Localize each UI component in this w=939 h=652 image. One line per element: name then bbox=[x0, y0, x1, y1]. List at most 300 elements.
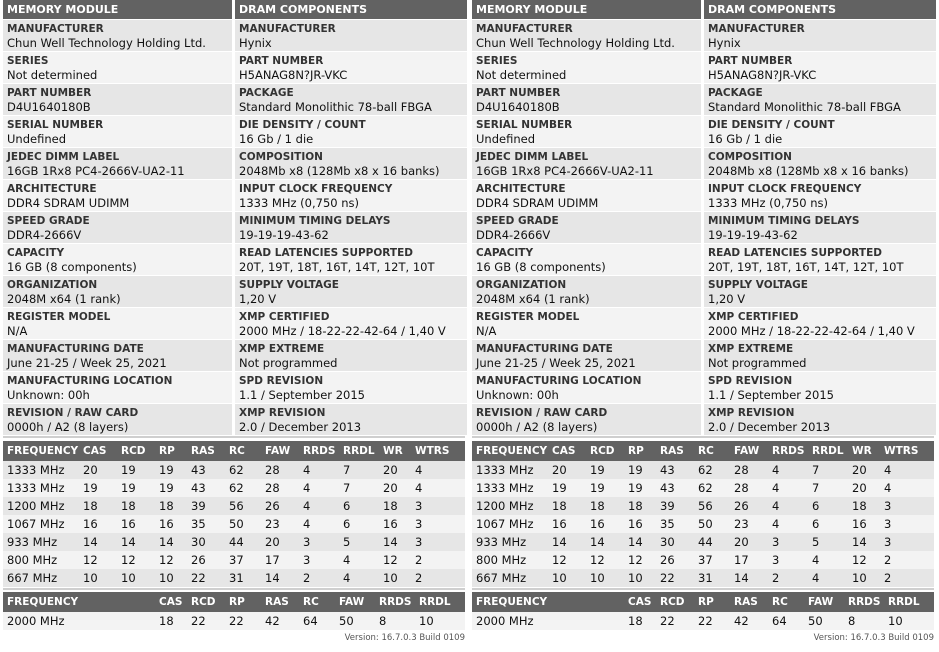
table-cell: 4 bbox=[768, 479, 808, 497]
dram-field-row bbox=[704, 20, 936, 52]
xmp-table-header-row bbox=[3, 592, 465, 612]
module-field-row bbox=[472, 180, 701, 212]
table-cell: 14 bbox=[848, 533, 880, 551]
table-cell bbox=[548, 612, 624, 630]
dram-components-header: DRAM COMPONENTS bbox=[704, 0, 936, 20]
table-cell: 56 bbox=[225, 497, 261, 515]
module-field-value: 16 GB (8 components) bbox=[476, 260, 606, 274]
table-cell: 2 bbox=[880, 551, 934, 569]
module-field-label: JEDEC DIMM LABEL bbox=[476, 151, 589, 163]
dram-field-label: READ LATENCIES SUPPORTED bbox=[239, 247, 413, 259]
module-field-label: PART NUMBER bbox=[476, 87, 561, 99]
module-field-value: DDR4-2666V bbox=[476, 228, 551, 242]
column-header: FREQUENCY bbox=[3, 592, 79, 612]
table-cell: 39 bbox=[187, 497, 225, 515]
dram-field-value: 19-19-19-43-62 bbox=[239, 228, 329, 242]
table-cell: 16 bbox=[586, 515, 624, 533]
table-row bbox=[472, 461, 934, 479]
table-cell: 3 bbox=[299, 533, 339, 551]
frequency-table-body bbox=[3, 461, 465, 587]
module-field-value: Chun Well Technology Holding Ltd. bbox=[7, 36, 206, 50]
table-cell: 14 bbox=[117, 533, 155, 551]
dram-field-value: H5ANAG8N?JR-VKC bbox=[708, 68, 817, 82]
dram-field-label: XMP CERTIFIED bbox=[708, 311, 799, 323]
frequency-timings-table bbox=[472, 441, 934, 587]
table-cell: 20 bbox=[379, 461, 411, 479]
table-cell: 1333 MHz bbox=[472, 461, 548, 479]
table-cell: 4 bbox=[299, 479, 339, 497]
section-divider bbox=[3, 436, 465, 438]
table-cell: 19 bbox=[624, 479, 656, 497]
dram-field-value: 2.0 / December 2013 bbox=[708, 420, 831, 434]
module-field-value: 0000h / A2 (8 layers) bbox=[7, 420, 129, 434]
table-cell: 26 bbox=[656, 551, 694, 569]
dram-field-label: PART NUMBER bbox=[708, 55, 793, 67]
table-cell: 6 bbox=[808, 515, 848, 533]
table-cell: 30 bbox=[187, 533, 225, 551]
frequency-table-header-row bbox=[3, 441, 465, 461]
table-cell: 62 bbox=[225, 461, 261, 479]
column-header: CAS bbox=[624, 592, 656, 612]
module-field-row bbox=[472, 340, 701, 372]
dram-field-label: XMP EXTREME bbox=[239, 343, 325, 355]
dram-field-label: PACKAGE bbox=[239, 87, 294, 99]
table-cell: 19 bbox=[155, 479, 187, 497]
table-cell: 4 bbox=[768, 461, 808, 479]
section-divider bbox=[472, 436, 934, 438]
dram-field-row bbox=[235, 372, 467, 404]
column-header bbox=[548, 592, 624, 612]
table-cell: 4 bbox=[808, 569, 848, 587]
table-cell: 37 bbox=[694, 551, 730, 569]
table-cell: 7 bbox=[808, 479, 848, 497]
column-header: RC bbox=[694, 441, 730, 461]
table-cell: 17 bbox=[730, 551, 768, 569]
table-cell: 16 bbox=[117, 515, 155, 533]
table-cell: 2 bbox=[299, 569, 339, 587]
module-field-label: MANUFACTURING DATE bbox=[7, 343, 144, 355]
table-cell: 50 bbox=[335, 612, 375, 630]
dram-field-label: DIE DENSITY / COUNT bbox=[239, 119, 366, 131]
dram-field-label: MINIMUM TIMING DELAYS bbox=[239, 215, 391, 227]
module-field-label: MANUFACTURING DATE bbox=[476, 343, 613, 355]
module-field-value: N/A bbox=[7, 324, 28, 338]
module-field-value: Unknown: 00h bbox=[476, 388, 559, 402]
dram-field-row bbox=[704, 276, 936, 308]
table-cell: 3 bbox=[880, 497, 934, 515]
table-cell: 4 bbox=[768, 515, 808, 533]
column-header: FREQUENCY bbox=[3, 441, 79, 461]
column-header: RC bbox=[225, 441, 261, 461]
dram-field-label: SPD REVISION bbox=[239, 375, 324, 387]
spd-panel-1 bbox=[0, 0, 467, 652]
table-cell: 19 bbox=[586, 461, 624, 479]
module-field-value: 2048M x64 (1 rank) bbox=[476, 292, 590, 306]
table-cell: 6 bbox=[339, 497, 379, 515]
table-row bbox=[3, 497, 465, 515]
table-cell: 1067 MHz bbox=[3, 515, 79, 533]
dram-field-label: DIE DENSITY / COUNT bbox=[708, 119, 835, 131]
table-cell: 20 bbox=[79, 461, 117, 479]
table-cell: 2 bbox=[411, 551, 465, 569]
column-header: RP bbox=[624, 441, 656, 461]
module-field-row bbox=[3, 84, 232, 116]
table-cell: 12 bbox=[155, 551, 187, 569]
column-header: FAW bbox=[804, 592, 844, 612]
table-cell: 800 MHz bbox=[472, 551, 548, 569]
module-field-row bbox=[472, 148, 701, 180]
table-cell: 8 bbox=[375, 612, 415, 630]
table-cell: 933 MHz bbox=[472, 533, 548, 551]
table-cell: 14 bbox=[586, 533, 624, 551]
dram-field-value: 1,20 V bbox=[708, 292, 746, 306]
table-cell: 4 bbox=[299, 461, 339, 479]
table-cell: 19 bbox=[79, 479, 117, 497]
table-cell: 37 bbox=[225, 551, 261, 569]
dram-field-row bbox=[235, 52, 467, 84]
table-cell: 16 bbox=[155, 515, 187, 533]
table-row bbox=[472, 569, 934, 587]
frequency-table-body bbox=[472, 461, 934, 587]
column-header: RAS bbox=[261, 592, 299, 612]
table-cell: 22 bbox=[656, 612, 694, 630]
column-header: RRDL bbox=[415, 592, 465, 612]
dram-field-value: 2048Mb x8 (128Mb x8 x 16 banks) bbox=[239, 164, 440, 178]
column-header: RAS bbox=[730, 592, 768, 612]
module-field-label: ARCHITECTURE bbox=[476, 183, 566, 195]
table-cell: 10 bbox=[379, 569, 411, 587]
table-cell: 3 bbox=[411, 497, 465, 515]
module-field-value: June 21-25 / Week 25, 2021 bbox=[7, 356, 167, 370]
module-field-row bbox=[3, 180, 232, 212]
table-cell: 10 bbox=[79, 569, 117, 587]
table-cell: 3 bbox=[880, 515, 934, 533]
dram-field-row bbox=[704, 180, 936, 212]
table-row bbox=[3, 569, 465, 587]
dram-field-label: COMPOSITION bbox=[708, 151, 792, 163]
table-cell: 14 bbox=[155, 533, 187, 551]
table-cell: 7 bbox=[339, 461, 379, 479]
dram-field-label: PART NUMBER bbox=[239, 55, 324, 67]
table-cell: 62 bbox=[225, 479, 261, 497]
table-cell: 19 bbox=[117, 479, 155, 497]
table-cell: 50 bbox=[694, 515, 730, 533]
column-header: FAW bbox=[261, 441, 299, 461]
table-cell: 26 bbox=[261, 497, 299, 515]
table-cell: 2 bbox=[880, 569, 934, 587]
dram-field-value: Not programmed bbox=[708, 356, 807, 370]
table-cell: 1333 MHz bbox=[3, 461, 79, 479]
table-cell: 1333 MHz bbox=[3, 479, 79, 497]
module-field-row bbox=[472, 116, 701, 148]
module-field-label: REVISION / RAW CARD bbox=[476, 407, 608, 419]
module-field-label: SERIAL NUMBER bbox=[476, 119, 573, 131]
table-cell: 12 bbox=[586, 551, 624, 569]
module-field-row bbox=[3, 276, 232, 308]
table-cell: 4 bbox=[299, 515, 339, 533]
module-field-label: MANUFACTURING LOCATION bbox=[476, 375, 642, 387]
table-cell: 4 bbox=[339, 551, 379, 569]
table-cell: 18 bbox=[379, 497, 411, 515]
table-cell: 20 bbox=[261, 533, 299, 551]
table-cell: 18 bbox=[548, 497, 586, 515]
module-field-label: REVISION / RAW CARD bbox=[7, 407, 139, 419]
dram-components-rows bbox=[235, 20, 467, 436]
memory-module-rows bbox=[3, 20, 232, 436]
table-cell: 12 bbox=[548, 551, 586, 569]
dram-field-label: MANUFACTURER bbox=[239, 23, 336, 35]
dram-field-value: 1333 MHz (0,750 ns) bbox=[239, 196, 360, 210]
dram-field-row bbox=[235, 308, 467, 340]
table-cell: 14 bbox=[79, 533, 117, 551]
dram-field-row bbox=[235, 244, 467, 276]
column-header: WTRS bbox=[880, 441, 934, 461]
column-header: RRDL bbox=[808, 441, 848, 461]
column-header: RRDS bbox=[299, 441, 339, 461]
module-field-value: June 21-25 / Week 25, 2021 bbox=[476, 356, 636, 370]
table-cell: 10 bbox=[117, 569, 155, 587]
dram-field-label: SUPPLY VOLTAGE bbox=[239, 279, 339, 291]
table-cell: 18 bbox=[848, 497, 880, 515]
column-header: CAS bbox=[79, 441, 117, 461]
module-field-value: Chun Well Technology Holding Ltd. bbox=[476, 36, 675, 50]
module-field-row bbox=[3, 116, 232, 148]
module-field-label: ARCHITECTURE bbox=[7, 183, 97, 195]
dram-field-value: 2000 MHz / 18-22-22-42-64 / 1,40 V bbox=[708, 324, 915, 338]
table-cell: 30 bbox=[656, 533, 694, 551]
table-row bbox=[472, 612, 934, 630]
dram-field-value: H5ANAG8N?JR-VKC bbox=[239, 68, 348, 82]
table-cell: 35 bbox=[187, 515, 225, 533]
table-cell: 10 bbox=[586, 569, 624, 587]
column-header: RCD bbox=[656, 592, 694, 612]
table-cell: 22 bbox=[187, 569, 225, 587]
module-field-value: DDR4 SDRAM UDIMM bbox=[476, 196, 599, 210]
table-cell: 7 bbox=[339, 479, 379, 497]
table-cell: 18 bbox=[79, 497, 117, 515]
module-field-value: DDR4-2666V bbox=[7, 228, 82, 242]
column-header: WTRS bbox=[411, 441, 465, 461]
table-cell: 3 bbox=[768, 533, 808, 551]
table-cell: 31 bbox=[225, 569, 261, 587]
memory-module-header: MEMORY MODULE bbox=[472, 0, 701, 20]
section-divider bbox=[472, 588, 934, 590]
table-row bbox=[3, 551, 465, 569]
table-cell: 20 bbox=[548, 461, 586, 479]
module-field-row bbox=[472, 52, 701, 84]
module-field-label: SPEED GRADE bbox=[476, 215, 559, 227]
column-header: FAW bbox=[730, 441, 768, 461]
table-cell: 42 bbox=[730, 612, 768, 630]
version-label: Version: 16.7.0.3 Build 0109 bbox=[813, 633, 934, 643]
table-cell: 4 bbox=[808, 551, 848, 569]
table-row bbox=[3, 612, 465, 630]
dram-field-label: SPD REVISION bbox=[708, 375, 793, 387]
dram-field-label: PACKAGE bbox=[708, 87, 763, 99]
table-cell: 667 MHz bbox=[3, 569, 79, 587]
table-cell: 2000 MHz bbox=[3, 612, 79, 630]
table-row bbox=[472, 551, 934, 569]
module-field-row bbox=[472, 212, 701, 244]
module-field-row bbox=[472, 404, 701, 436]
table-cell: 10 bbox=[548, 569, 586, 587]
module-field-row bbox=[3, 372, 232, 404]
table-cell: 16 bbox=[79, 515, 117, 533]
module-field-value: 16GB 1Rx8 PC4-2666V-UA2-11 bbox=[7, 164, 185, 178]
table-cell: 64 bbox=[768, 612, 804, 630]
dram-field-value: 2048Mb x8 (128Mb x8 x 16 banks) bbox=[708, 164, 909, 178]
dram-field-label: COMPOSITION bbox=[239, 151, 323, 163]
table-cell: 20 bbox=[379, 479, 411, 497]
table-cell: 17 bbox=[261, 551, 299, 569]
module-field-row bbox=[472, 84, 701, 116]
dram-field-label: MANUFACTURER bbox=[708, 23, 805, 35]
table-cell: 4 bbox=[339, 569, 379, 587]
dram-field-row bbox=[235, 148, 467, 180]
dram-field-value: 16 Gb / 1 die bbox=[708, 132, 783, 146]
table-cell: 18 bbox=[624, 612, 656, 630]
module-field-label: CAPACITY bbox=[7, 247, 65, 259]
table-cell: 28 bbox=[261, 461, 299, 479]
table-cell: 6 bbox=[339, 515, 379, 533]
table-row bbox=[472, 497, 934, 515]
table-row bbox=[3, 461, 465, 479]
table-cell: 12 bbox=[79, 551, 117, 569]
dram-field-value: 20T, 19T, 18T, 16T, 14T, 12T, 10T bbox=[239, 260, 435, 274]
table-cell: 10 bbox=[848, 569, 880, 587]
dram-field-label: MINIMUM TIMING DELAYS bbox=[708, 215, 860, 227]
column-header bbox=[79, 592, 155, 612]
column-header: RCD bbox=[586, 441, 624, 461]
dram-field-row bbox=[235, 404, 467, 436]
module-field-row bbox=[3, 244, 232, 276]
table-cell: 8 bbox=[844, 612, 884, 630]
dram-field-row bbox=[704, 116, 936, 148]
table-cell: 2 bbox=[768, 569, 808, 587]
table-cell: 3 bbox=[411, 533, 465, 551]
dram-field-value: Not programmed bbox=[239, 356, 338, 370]
dram-field-row bbox=[704, 52, 936, 84]
module-field-value: 2048M x64 (1 rank) bbox=[7, 292, 121, 306]
dram-field-label: SUPPLY VOLTAGE bbox=[708, 279, 808, 291]
table-cell: 31 bbox=[694, 569, 730, 587]
table-cell: 19 bbox=[548, 479, 586, 497]
table-cell: 4 bbox=[299, 497, 339, 515]
table-cell: 20 bbox=[848, 461, 880, 479]
xmp-table-header-row bbox=[472, 592, 934, 612]
dram-field-label: XMP CERTIFIED bbox=[239, 311, 330, 323]
table-cell: 42 bbox=[261, 612, 299, 630]
table-cell: 20 bbox=[730, 533, 768, 551]
dram-field-value: Standard Monolithic 78-ball FBGA bbox=[239, 100, 432, 114]
dram-field-value: 2000 MHz / 18-22-22-42-64 / 1,40 V bbox=[239, 324, 446, 338]
section-divider bbox=[3, 588, 465, 590]
table-cell: 800 MHz bbox=[3, 551, 79, 569]
column-header: FREQUENCY bbox=[472, 592, 548, 612]
dram-field-value: Standard Monolithic 78-ball FBGA bbox=[708, 100, 901, 114]
table-cell: 28 bbox=[730, 479, 768, 497]
module-field-label: SERIES bbox=[7, 55, 49, 67]
column-header: RC bbox=[299, 592, 335, 612]
table-cell: 10 bbox=[884, 612, 934, 630]
table-cell: 26 bbox=[187, 551, 225, 569]
table-cell: 3 bbox=[299, 551, 339, 569]
column-header: CAS bbox=[155, 592, 187, 612]
table-cell: 19 bbox=[586, 479, 624, 497]
table-cell: 1067 MHz bbox=[472, 515, 548, 533]
table-cell: 1200 MHz bbox=[3, 497, 79, 515]
dram-field-row bbox=[704, 308, 936, 340]
dram-field-label: XMP REVISION bbox=[708, 407, 795, 419]
dram-field-row bbox=[704, 340, 936, 372]
column-header: RAS bbox=[656, 441, 694, 461]
dram-field-row bbox=[704, 372, 936, 404]
module-field-row bbox=[3, 308, 232, 340]
table-cell: 12 bbox=[624, 551, 656, 569]
dram-field-value: 1.1 / September 2015 bbox=[708, 388, 834, 402]
table-cell: 43 bbox=[187, 479, 225, 497]
table-cell: 35 bbox=[656, 515, 694, 533]
dram-field-row bbox=[704, 212, 936, 244]
table-cell: 22 bbox=[694, 612, 730, 630]
module-field-label: CAPACITY bbox=[476, 247, 534, 259]
table-row bbox=[472, 533, 934, 551]
column-header: RC bbox=[768, 592, 804, 612]
table-cell: 12 bbox=[379, 551, 411, 569]
table-row bbox=[472, 479, 934, 497]
memory-module-rows bbox=[472, 20, 701, 436]
module-field-label: MANUFACTURING LOCATION bbox=[7, 375, 173, 387]
table-cell: 933 MHz bbox=[3, 533, 79, 551]
xmp-table-body bbox=[3, 612, 465, 630]
table-cell: 39 bbox=[656, 497, 694, 515]
xmp-table-body bbox=[472, 612, 934, 630]
dram-field-value: 16 Gb / 1 die bbox=[239, 132, 314, 146]
column-header: WR bbox=[379, 441, 411, 461]
table-row bbox=[3, 533, 465, 551]
table-cell: 18 bbox=[155, 497, 187, 515]
module-field-value: D4U1640180B bbox=[7, 100, 91, 114]
dram-field-value: 1,20 V bbox=[239, 292, 277, 306]
column-header: CAS bbox=[548, 441, 586, 461]
dram-field-value: 1333 MHz (0,750 ns) bbox=[708, 196, 829, 210]
module-field-row bbox=[3, 148, 232, 180]
module-field-row bbox=[3, 52, 232, 84]
table-cell: 22 bbox=[187, 612, 225, 630]
table-row bbox=[472, 515, 934, 533]
table-cell: 4 bbox=[880, 461, 934, 479]
table-cell: 20 bbox=[848, 479, 880, 497]
table-cell: 3 bbox=[880, 533, 934, 551]
table-cell: 50 bbox=[804, 612, 844, 630]
table-cell: 5 bbox=[339, 533, 379, 551]
dram-field-value: 20T, 19T, 18T, 16T, 14T, 12T, 10T bbox=[708, 260, 904, 274]
module-field-row bbox=[472, 276, 701, 308]
table-cell: 16 bbox=[624, 515, 656, 533]
module-field-label: ORGANIZATION bbox=[476, 279, 567, 291]
dram-components-header: DRAM COMPONENTS bbox=[235, 0, 467, 20]
table-cell: 10 bbox=[155, 569, 187, 587]
dram-field-value: 19-19-19-43-62 bbox=[708, 228, 798, 242]
table-cell: 64 bbox=[299, 612, 335, 630]
dram-field-row bbox=[704, 148, 936, 180]
module-field-value: Not determined bbox=[7, 68, 98, 82]
table-cell: 4 bbox=[768, 497, 808, 515]
table-cell: 22 bbox=[225, 612, 261, 630]
table-cell: 3 bbox=[411, 515, 465, 533]
module-field-value: Undefined bbox=[476, 132, 535, 146]
table-cell: 667 MHz bbox=[472, 569, 548, 587]
